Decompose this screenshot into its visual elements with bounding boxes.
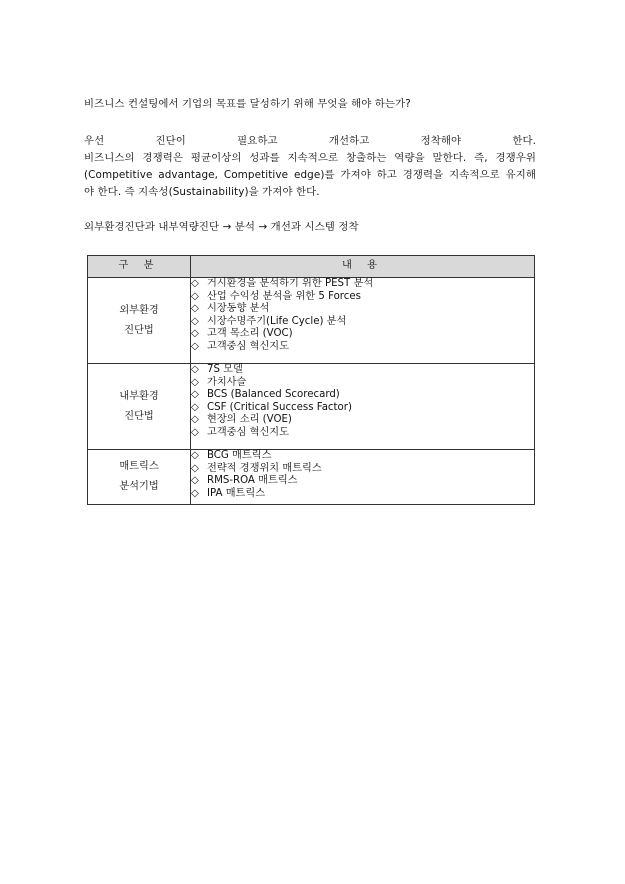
process-text: 외부환경진단과 내부역량진단 → 분석 → 개선과 시스템 정착 (84, 221, 359, 233)
list-item: ◇ BCG 매트릭스 (191, 450, 272, 461)
category-line: 내부환경 (119, 390, 159, 402)
table-header-row (88, 256, 535, 278)
header-category: 구 분 (88, 256, 191, 278)
category-line: 진단법 (124, 410, 154, 422)
list-item: ◇ BCS (Balanced Scorecard) (191, 389, 340, 401)
table-row (88, 278, 535, 364)
row-items (191, 450, 535, 505)
list-item: ◇ 고객중심 혁신지도 (191, 426, 289, 438)
row-category (88, 450, 191, 505)
answer-line: (Competitive advantage, Competitive edge)를 가져야 하고 경쟁력을 지속적으로 유지해 (84, 169, 536, 181)
diamond-bullet-icon: ◇ (191, 364, 199, 375)
list-item: ◇ CSF (Critical Success Factor) (191, 401, 352, 413)
list-item: ◇ 시장수명주기(Life Cycle) 분석 (191, 315, 347, 327)
process-flow (84, 219, 359, 236)
category-line: 외부환경 (119, 304, 159, 316)
row-items (191, 364, 535, 450)
diamond-bullet-icon: ◇ (191, 462, 199, 474)
diagnosis-methods-table (87, 255, 535, 505)
answer-line: 우선 진단이 필요하고 개선하고 정착해야 한다. (84, 135, 536, 147)
list-item: ◇ RMS-ROA 매트릭스 (191, 475, 298, 487)
list-item: ◇ 거시환경을 분석하기 위한 PEST 분석 (191, 278, 374, 289)
category-line: 매트릭스 (119, 461, 159, 472)
diamond-bullet-icon: ◇ (191, 303, 199, 315)
table-row (88, 364, 535, 450)
diamond-bullet-icon: ◇ (191, 290, 199, 302)
diamond-bullet-icon: ◇ (191, 315, 199, 327)
row-category (88, 364, 191, 450)
category-line: 진단법 (124, 324, 154, 336)
list-item: ◇ 전략적 경쟁위치 매트릭스 (191, 462, 322, 474)
list-item: ◇ 가치사슬 (191, 376, 247, 388)
list-item: ◇ IPA 매트릭스 (191, 487, 266, 499)
list-item: ◇ 시장동향 분석 (191, 303, 270, 315)
category-line: 분석기법 (119, 481, 159, 492)
diamond-bullet-icon: ◇ (191, 340, 199, 352)
answer-line: 야 한다. 즉 지속성(Sustainability)을 가져야 한다. (84, 186, 320, 198)
list-item: ◇ 고객 목소리 (VOC) (191, 328, 293, 340)
diamond-bullet-icon: ◇ (191, 278, 199, 289)
header-content: 내 용 (191, 256, 535, 278)
diamond-bullet-icon: ◇ (191, 475, 199, 487)
table-row (88, 450, 535, 505)
diamond-bullet-icon: ◇ (191, 426, 199, 438)
diamond-bullet-icon: ◇ (191, 376, 199, 388)
diamond-bullet-icon: ◇ (191, 487, 199, 499)
diamond-bullet-icon: ◇ (191, 389, 199, 401)
answer-line: 비즈니스의 경쟁력은 평균이상의 성과를 지속적으로 창출하는 역량을 말한다. 즉, 경쟁우위 (84, 152, 536, 164)
diamond-bullet-icon: ◇ (191, 450, 199, 461)
list-item: ◇ 고객중심 혁신지도 (191, 340, 289, 352)
list-item: ◇ 산업 수익성 분석을 위한 5 Forces (191, 290, 361, 302)
row-category (88, 278, 191, 364)
list-item: ◇ 7S 모델 (191, 364, 243, 375)
diamond-bullet-icon: ◇ (191, 401, 199, 413)
question-text: 비즈니스 컨설팅에서 기업의 목표를 달성하기 위해 무엇을 해야 하는가? (84, 98, 411, 110)
row-items (191, 278, 535, 364)
diamond-bullet-icon: ◇ (191, 414, 199, 426)
answer-paragraph (84, 133, 536, 201)
list-item: ◇ 현장의 소리 (VOE) (191, 414, 292, 426)
question-heading (84, 96, 411, 113)
diamond-bullet-icon: ◇ (191, 328, 199, 340)
